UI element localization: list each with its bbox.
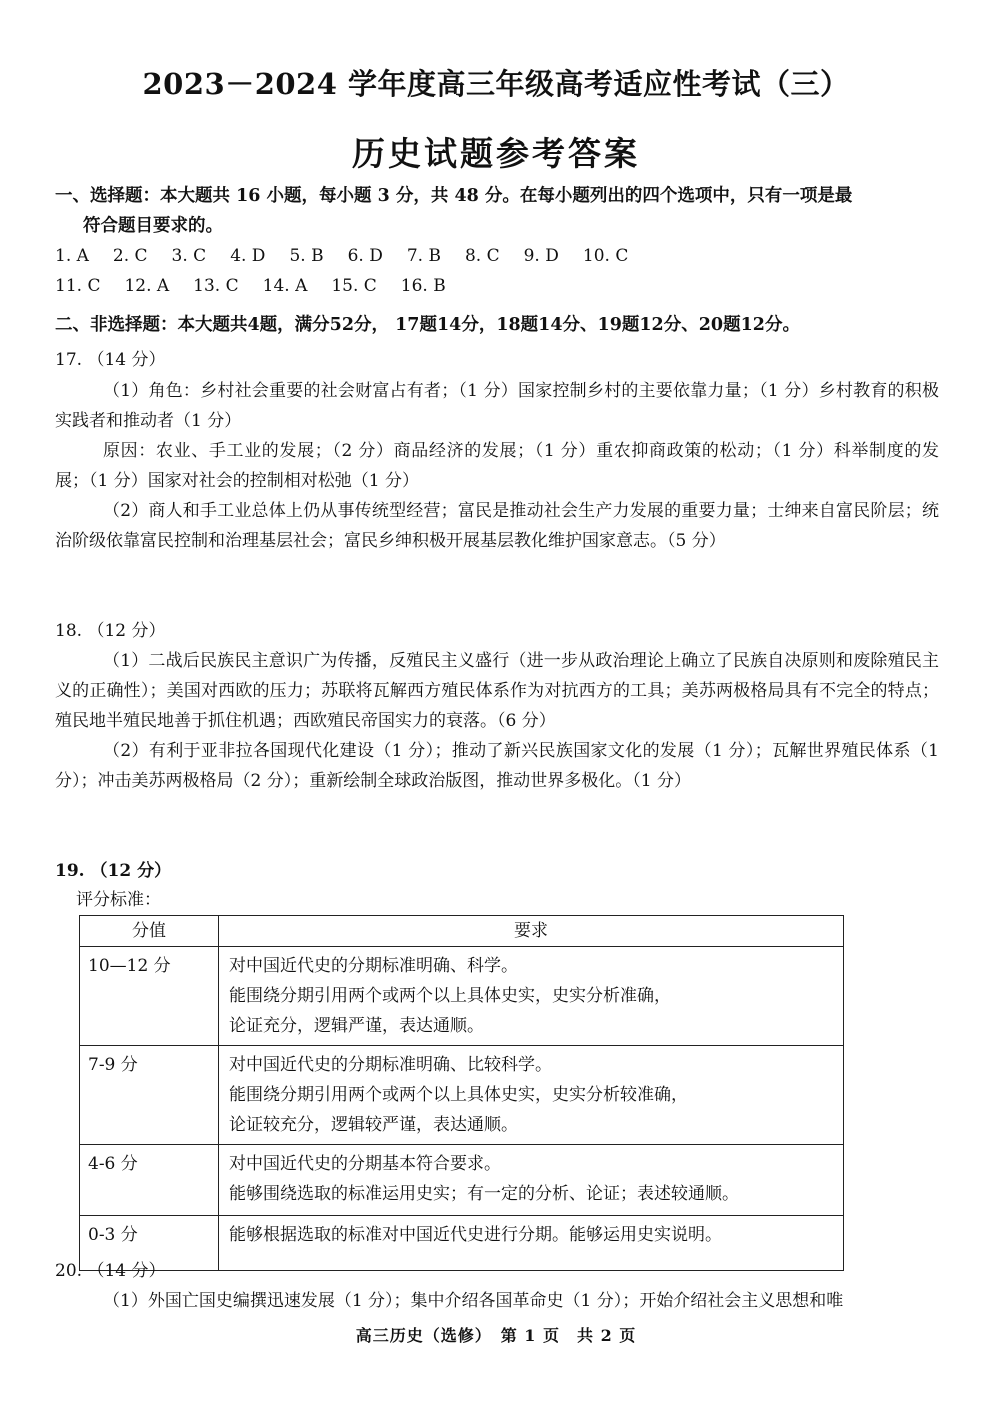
q17-reasons: 原因：农业、手工业的发展；（2 分）商品经济的发展；（1 分）重农抑商政策的松动；（1 分）科举制度的发展；（1 分）国家对社会的控制相对松弛（1 分） xyxy=(55,441,939,491)
answer-item: 10. C xyxy=(582,246,629,266)
requirement-cell xyxy=(219,1216,844,1271)
table-header-requirement: 要求 xyxy=(219,916,844,947)
q17-heading: 17. （14 分） xyxy=(55,350,166,370)
q18-heading: 18. （12 分） xyxy=(55,621,166,641)
section1-heading xyxy=(55,181,945,241)
requirement-cell xyxy=(219,1145,844,1216)
answer-item: 15. C xyxy=(331,276,377,296)
requirement-cell xyxy=(219,1046,844,1145)
answer-item: 5. B xyxy=(289,246,324,266)
requirement-line: 能够围绕选取的标准运用史实；有一定的分析、论证；表述较通顺。 xyxy=(229,1184,739,1204)
answer-item: 4. D xyxy=(230,246,266,266)
table-row xyxy=(80,1216,844,1271)
document-subtitle: 历史试题参考答案 xyxy=(352,134,640,173)
requirement-line: 能围绕分期引用两个或两个以上具体史实，史实分析准确， xyxy=(229,986,671,1006)
answer-item: 14. A xyxy=(262,276,308,296)
answer-item: 13. C xyxy=(193,276,239,296)
q20-heading: 20. （14 分） xyxy=(55,1261,166,1281)
requirement-line: 论证较充分，逻辑较严谨，表达通顺。 xyxy=(229,1115,518,1135)
requirement-line: 对中国近代史的分期标准明确、科学。 xyxy=(229,956,518,976)
answer-item: 1. A xyxy=(55,246,89,266)
table-header-row xyxy=(80,916,844,947)
answer-item: 2. C xyxy=(112,246,148,266)
exam-title: 2023－2024 学年度高三年级高考适应性考试（三） xyxy=(142,67,850,101)
q17-part2: （2）商人和手工业总体上仍从事传统型经营；富民是推动社会生产力发展的重要力量；士绅来自富民阶层；统治阶级依靠富民控制和治理基层社会；富民乡绅积极开展基层教化维护国家意志。（5 分） xyxy=(55,501,939,551)
requirement-line: 能够根据选取的标准对中国近代史进行分期。能够运用史实说明。 xyxy=(229,1225,722,1245)
grading-criteria-table xyxy=(79,915,844,1271)
q17-part1: （1）角色：乡村社会重要的社会财富占有者；（1 分）国家控制乡村的主要依靠力量；（1 分）乡村教育的积极实践者和推动者（1 分） xyxy=(55,381,939,431)
score-cell: 7-9 分 xyxy=(80,1046,219,1145)
requirement-line: 论证充分，逻辑严谨，表达通顺。 xyxy=(229,1016,484,1036)
table-row xyxy=(80,1145,844,1216)
answer-item: 3. C xyxy=(171,246,207,266)
answer-item: 11. C xyxy=(55,276,101,296)
table-header-score: 分值 xyxy=(80,916,219,947)
answers-row-1 xyxy=(55,241,652,271)
answer-item: 16. B xyxy=(400,276,446,296)
answer-item: 9. D xyxy=(523,246,559,266)
q19-heading: 19. （12 分） xyxy=(55,861,172,881)
section1-heading-line2: 符合题目要求的。 xyxy=(83,216,223,236)
answer-item: 8. C xyxy=(464,246,500,266)
answer-item: 7. B xyxy=(406,246,441,266)
score-cell: 4-6 分 xyxy=(80,1145,219,1216)
table-row xyxy=(80,947,844,1046)
requirement-line: 能围绕分期引用两个或两个以上具体史实，史实分析较准确， xyxy=(229,1085,688,1105)
grading-criteria-label: 评分标准： xyxy=(76,890,161,910)
page-footer: 高三历史（选修） 第 1 页 共 2 页 xyxy=(355,1326,637,1345)
table-row xyxy=(80,1046,844,1145)
q20-part1: （1）外国亡国史编撰迅速发展（1 分）；集中介绍各国革命史（1 分）；开始介绍社会主义思想和唯 xyxy=(103,1291,844,1311)
requirement-line: 对中国近代史的分期基本符合要求。 xyxy=(229,1154,501,1174)
score-cell: 0-3 分 xyxy=(80,1216,219,1271)
answers-row-2 xyxy=(55,271,470,301)
answer-item: 6. D xyxy=(347,246,383,266)
q18-part1: （1）二战后民族民主意识广为传播，反殖民主义盛行（进一步从政治理论上确立了民族自决原则和废除殖民主义的正确性）；美国对西欧的压力；苏联将瓦解西方殖民体系作为对抗西方的工具；美苏两极格局具有不完全的特点；殖民地半殖民地善于抓住机遇；西欧殖民帝国实力的衰落。（6 分） xyxy=(55,651,939,731)
score-cell: 10—12 分 xyxy=(80,947,219,1046)
section1-heading-line1: 一、选择题：本大题共 16 小题，每小题 3 分，共 48 分。在每小题列出的四个选项中，只有一项是最 xyxy=(55,186,853,206)
section2-heading: 二、非选择题：本大题共4题，满分52分， 17题14分，18题14分、19题12分、20题12分。 xyxy=(55,315,800,335)
requirement-cell xyxy=(219,947,844,1046)
q18-part2: （2）有利于亚非拉各国现代化建设（1 分）；推动了新兴民族国家文化的发展（1 分）；瓦解世界殖民体系（1 分）；冲击美苏两极格局（2 分）；重新绘制全球政治版图，推动世界多极化。（1 分） xyxy=(55,741,939,791)
requirement-line: 对中国近代史的分期标准明确、比较科学。 xyxy=(229,1055,552,1075)
answer-item: 12. A xyxy=(124,276,170,296)
